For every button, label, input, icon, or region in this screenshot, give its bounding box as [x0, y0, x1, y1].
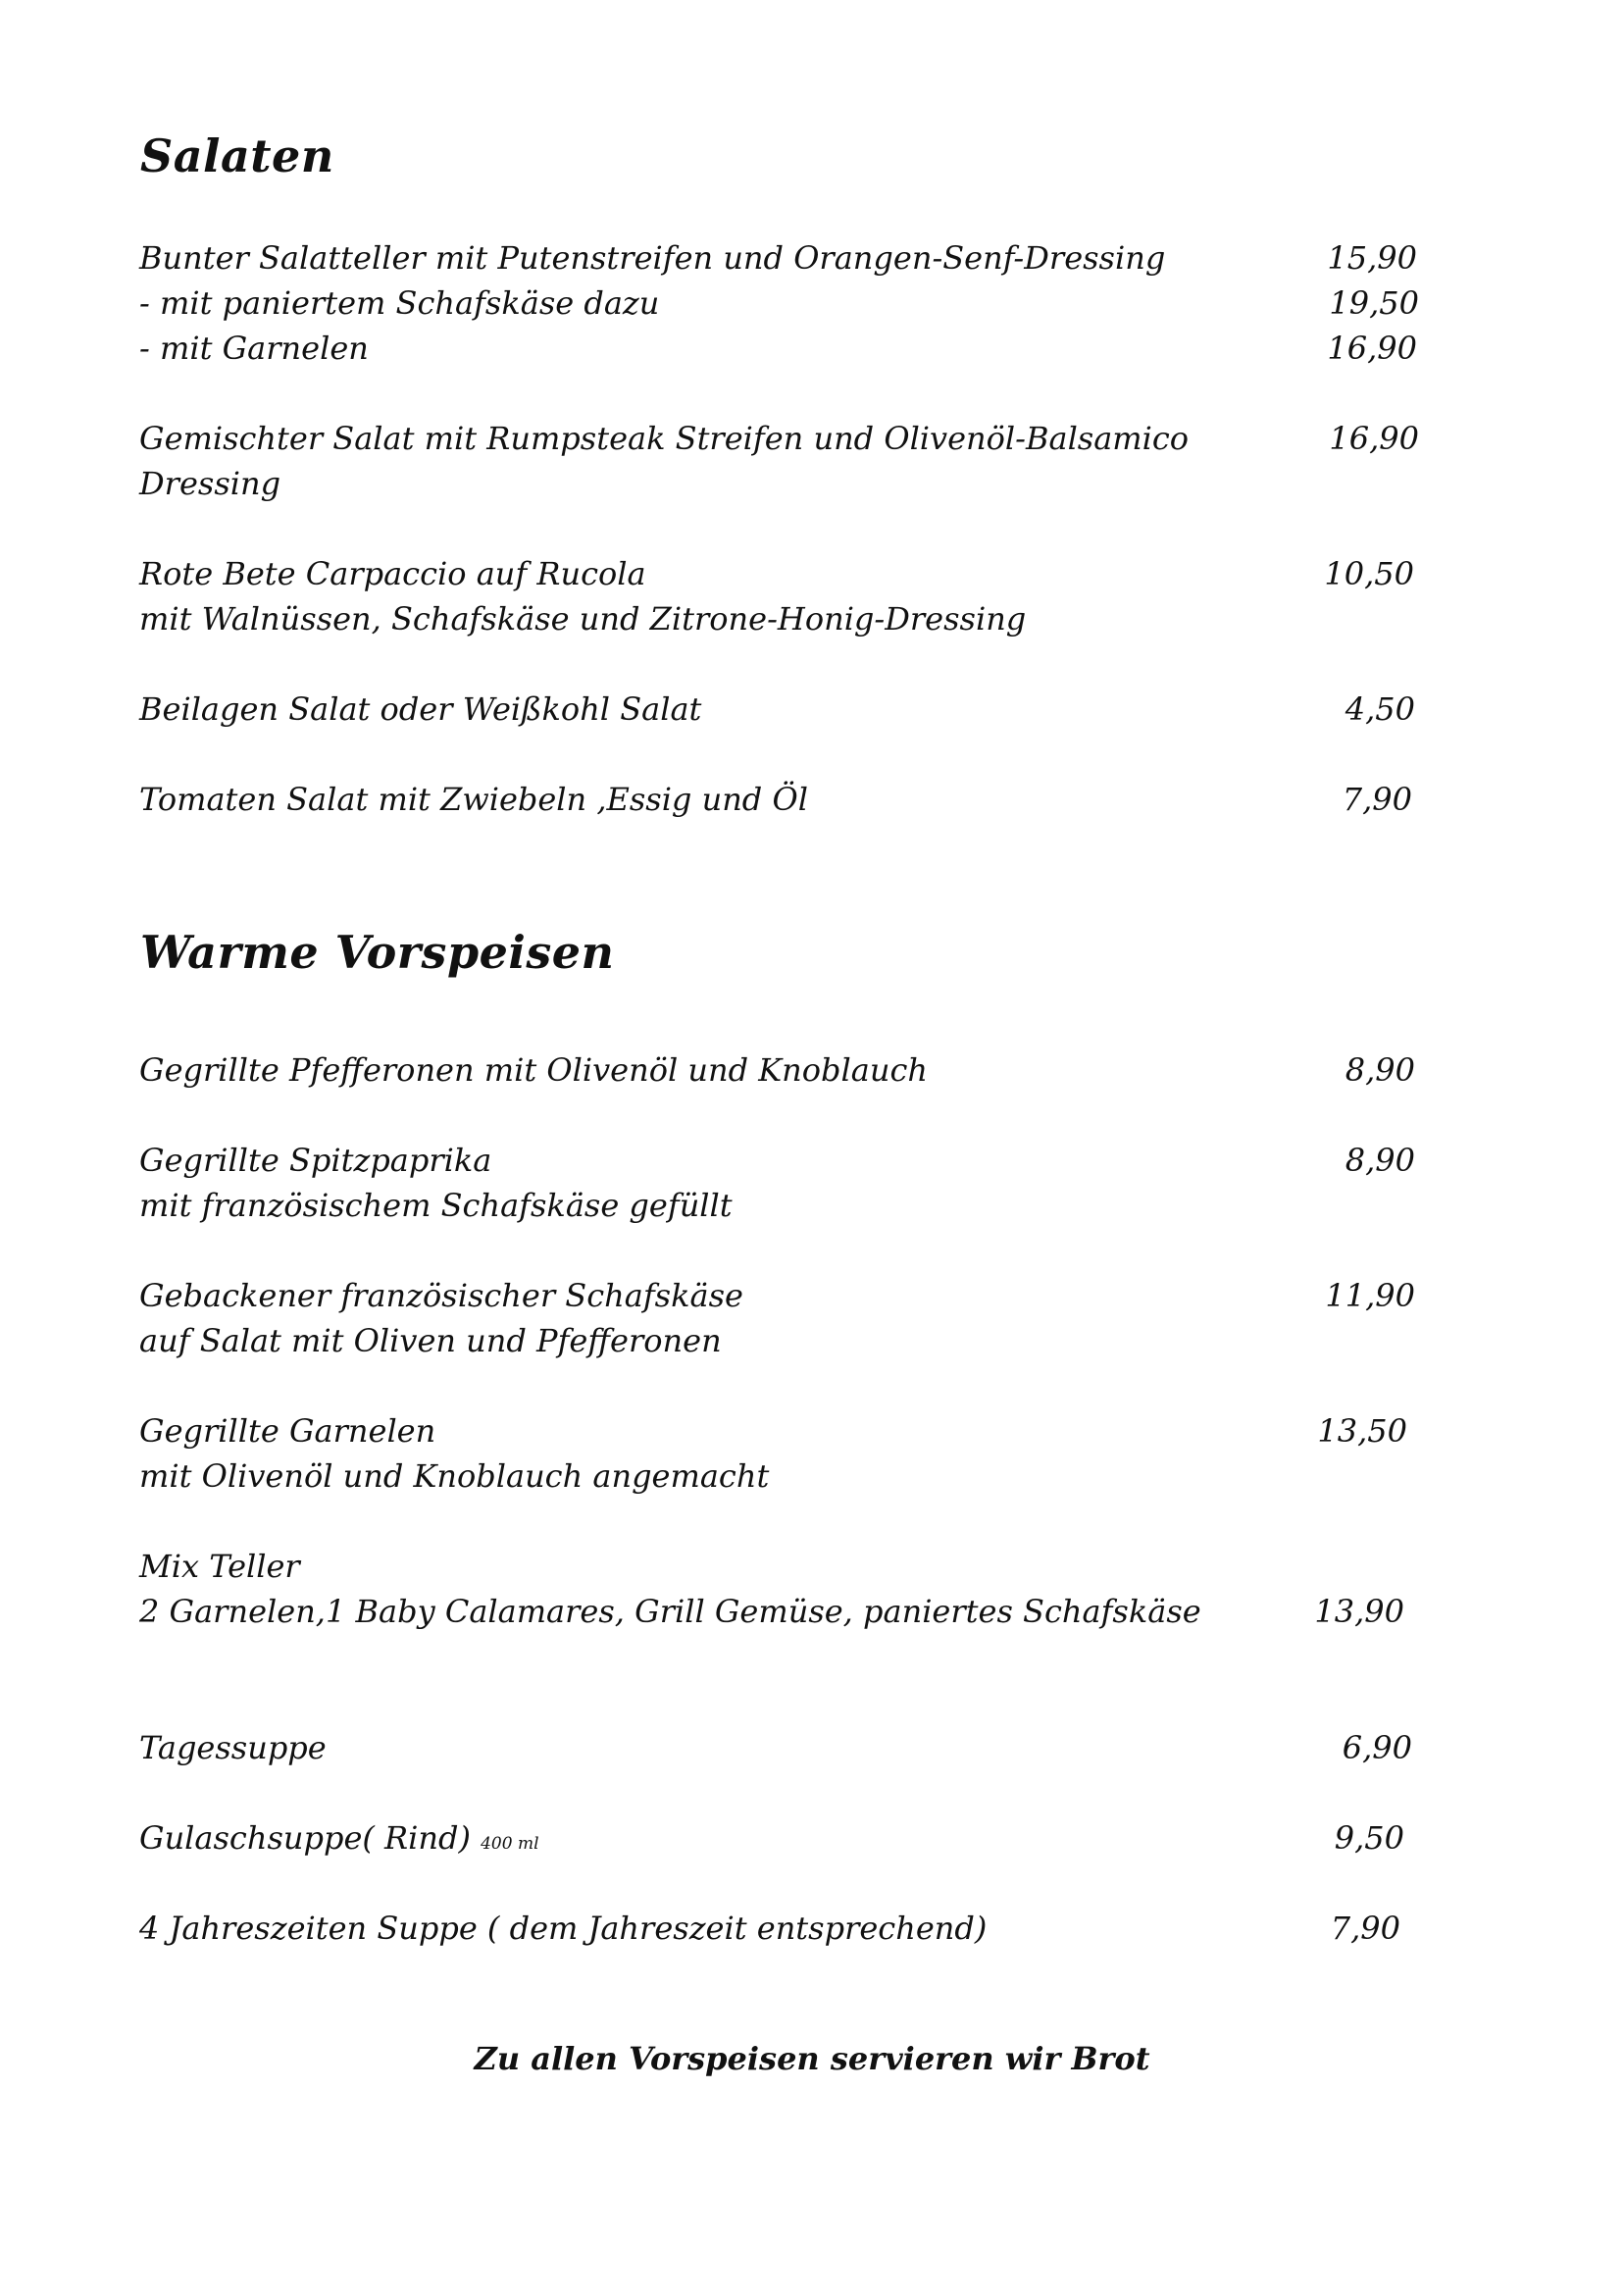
menu-item-name: Rote Bete Carpaccio auf Rucola	[139, 555, 646, 592]
menu-item-price: 7,90	[1330, 1910, 1400, 1947]
menu-item-description: mit Walnüssen, Schafskäse und Zitrone-Honig-Dressing	[139, 600, 1027, 637]
menu-item-name: Gebackener französischer Schafskäse	[139, 1277, 743, 1314]
menu-item-price: 13,50	[1317, 1412, 1407, 1450]
menu-item-description: mit Olivenöl und Knoblauch angemacht	[139, 1457, 770, 1495]
menu-item-name: Gegrillte Garnelen	[139, 1412, 436, 1450]
menu-item-name: 4 Jahreszeiten Suppe ( dem Jahreszeit entsprechend)	[139, 1910, 988, 1947]
menu-item-name-text: Gulaschsuppe( Rind)	[139, 1819, 471, 1857]
menu-item-price: 19,50	[1329, 284, 1419, 322]
menu-item-price: 6,90	[1342, 1729, 1412, 1766]
menu-item-name: Mix Teller	[139, 1548, 300, 1585]
menu-item-name: Tomaten Salat mit Zwiebeln ,Essig und Öl	[139, 781, 808, 818]
menu-item-price: 15,90	[1327, 239, 1417, 277]
menu-item-price: 11,90	[1325, 1277, 1415, 1314]
menu-item-price: 8,90	[1345, 1051, 1415, 1089]
menu-item-price: 13,90	[1314, 1593, 1404, 1630]
menu-item-description: Dressing	[139, 465, 281, 502]
menu-item-name	[139, 1818, 539, 1863]
menu-item-volume: 400 ml	[481, 1834, 539, 1854]
menu-item-description: auf Salat mit Oliven und Pfefferonen	[139, 1322, 722, 1359]
section-title-salaten: Salaten	[140, 129, 334, 182]
menu-item-name: Gegrillte Pfefferonen mit Olivenöl und Knoblauch	[139, 1051, 928, 1089]
menu-item-price: 8,90	[1345, 1142, 1415, 1179]
menu-item-price: 7,90	[1342, 781, 1412, 818]
menu-item-price: 9,50	[1334, 1819, 1404, 1857]
bread-note: Zu allen Vorspeisen servieren wir Brot	[474, 2040, 1150, 2077]
menu-item-price: 16,90	[1329, 420, 1419, 457]
section-title-warme-vorspeisen: Warme Vorspeisen	[140, 926, 615, 979]
menu-item-name: Gegrillte Spitzpaprika	[139, 1142, 492, 1179]
menu-item-price: 16,90	[1327, 330, 1417, 367]
menu-item-description: mit französischem Schafskäse gefüllt	[139, 1187, 733, 1224]
menu-item-name: Tagessuppe	[139, 1729, 327, 1766]
menu-item-description: 2 Garnelen,1 Baby Calamares, Grill Gemüse, paniertes Schafskäse	[139, 1593, 1201, 1630]
menu-item-price: 4,50	[1345, 690, 1415, 728]
menu-item-name: Bunter Salatteller mit Putenstreifen und Orangen-Senf-Dressing	[139, 239, 1166, 277]
menu-item-price: 10,50	[1324, 555, 1414, 592]
menu-item-name: - mit Garnelen	[139, 330, 369, 367]
menu-item-name: Gemischter Salat mit Rumpsteak Streifen und Olivenöl-Balsamico	[139, 420, 1190, 457]
menu-item-name: - mit paniertem Schafskäse dazu	[139, 284, 660, 322]
menu-item-name: Beilagen Salat oder Weißkohl Salat	[139, 690, 702, 728]
